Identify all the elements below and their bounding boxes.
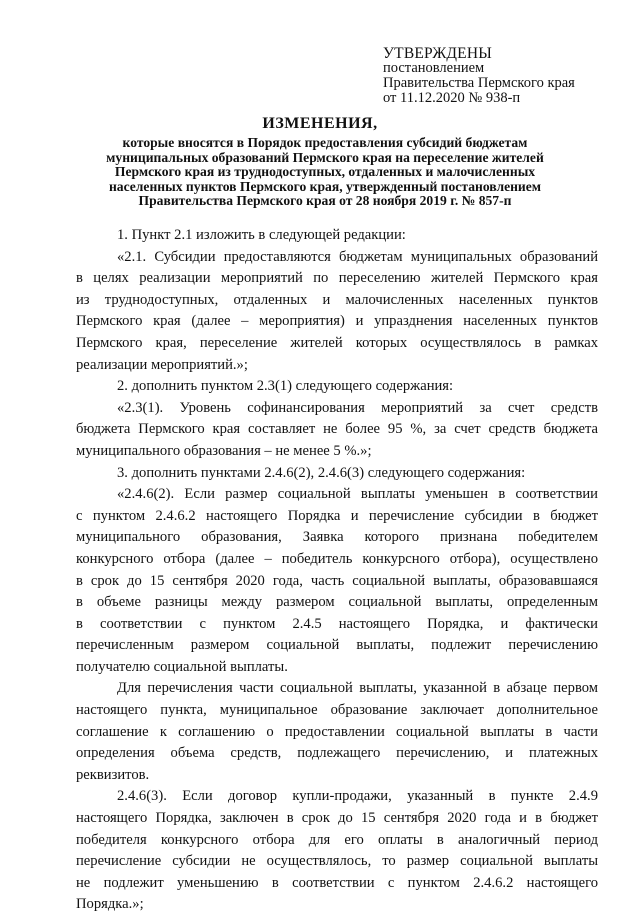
document-body bbox=[76, 225, 598, 916]
paragraph-line: конкурсного отбора (далее – победитель конкурсного отбора), осуществлено bbox=[76, 550, 598, 567]
subtitle-line: населенных пунктов Пермского края, утвержденный постановлением bbox=[108, 178, 542, 194]
paragraph-line: 2. дополнить пунктом 2.3(1) следующего содержания: bbox=[117, 378, 454, 395]
paragraph-line: реквизитов. bbox=[76, 766, 150, 783]
paragraph-line: реализации мероприятий.»; bbox=[76, 356, 248, 373]
approval-stamp bbox=[383, 46, 575, 106]
paragraph bbox=[76, 247, 598, 377]
paragraph-line: из труднодоступных, отдаленных и малочисленных населенных пунктов bbox=[76, 291, 598, 308]
paragraph bbox=[76, 463, 598, 485]
approval-date-number: от 11.12.2020 № 938-п bbox=[383, 90, 521, 106]
paragraph-line: муниципального образования, Заявка которого признана победителем bbox=[76, 529, 598, 546]
paragraph bbox=[76, 225, 598, 247]
approval-heading: УТВЕРЖДЕНЫ bbox=[383, 45, 492, 62]
subtitle-line: Пермского края из труднодоступных, отдаленных и малочисленных bbox=[114, 164, 536, 180]
paragraph-line: «2.1. Субсидии предоставляются бюджетам муниципальных образований bbox=[117, 248, 598, 265]
approval-line: Правительства Пермского края bbox=[383, 75, 575, 91]
paragraph-line: получателю социальной выплаты. bbox=[76, 658, 288, 675]
paragraph-line: с пунктом 2.4.6.2 настоящего Порядка и перечисление субсидии в бюджет bbox=[76, 507, 598, 524]
paragraph bbox=[76, 398, 598, 463]
paragraph-line: не подлежит уменьшению в соответствии с пунктом 2.4.6.2 настоящего bbox=[76, 874, 598, 891]
paragraph-line: Пермского края, переселение жителей которых осуществлялось в рамках bbox=[76, 334, 598, 351]
paragraph-line: 2.4.6(3). Если договор купли-продажи, указанный в пункте 2.4.9 bbox=[117, 788, 598, 805]
paragraph-line: победителя конкурсного отбора для его оплаты в аналогичный период bbox=[76, 831, 598, 848]
paragraph-line: определения объема средств, подлежащего перечислению, и платежных bbox=[76, 745, 598, 762]
subtitle-line: Правительства Пермского края от 28 ноября 2019 г. № 857-п bbox=[138, 193, 512, 209]
paragraph-line: муниципального образования – не менее 5 %.»; bbox=[76, 442, 372, 459]
paragraph-line: Для перечисления части социальной выплаты, указанной в абзаце первом bbox=[117, 680, 598, 697]
paragraph-line: в целях реализации мероприятий по переселению жителей Пермского края bbox=[76, 270, 598, 287]
paragraph-line: настоящего пункта, муниципальное образование заключает дополнительное bbox=[76, 702, 598, 719]
subtitle-line: которые вносятся в Порядок предоставления субсидий бюджетам bbox=[122, 135, 528, 150]
paragraph-line: 3. дополнить пунктами 2.4.6(2), 2.4.6(3) следующего содержания: bbox=[117, 464, 526, 481]
paragraph-line: «2.4.6(2). Если размер социальной выплаты уменьшен в соответствии bbox=[117, 486, 598, 503]
paragraph-line: в соответствии с пунктом 2.4.5 настоящего Порядка, и фактически bbox=[76, 615, 598, 632]
paragraph-line: в объеме разницы между размером социальной выплаты, определенным bbox=[76, 594, 598, 611]
paragraph-line: в срок до 15 сентября 2020 года, часть социальной выплаты, образовавшаяся bbox=[76, 572, 598, 589]
paragraph bbox=[76, 484, 598, 678]
paragraph-line: «2.3(1). Уровень софинансирования мероприятий за счет средств bbox=[117, 399, 598, 416]
document-title: ИЗМЕНЕНИЯ, bbox=[262, 115, 378, 132]
paragraph bbox=[76, 786, 598, 916]
paragraph-line: бюджета Пермского края составляет не более 95 %, за счет средств бюджета bbox=[76, 421, 598, 438]
paragraph-line: 1. Пункт 2.1 изложить в следующей редакции: bbox=[117, 227, 406, 243]
paragraph-line: Пермского края (далее – мероприятия) и упразднения населенных пунктов bbox=[76, 313, 598, 330]
paragraph-line: Порядка.»; bbox=[76, 896, 144, 913]
approval-line: постановлением bbox=[383, 60, 485, 76]
paragraph-line: перечисленным размером социальной выплаты, подлежит перечислению bbox=[76, 637, 598, 654]
paragraph-line: соглашение к соглашению о предоставлении социальной выплаты в части bbox=[76, 723, 598, 740]
paragraph bbox=[76, 678, 598, 786]
paragraph-line: перечисление субсидии не осуществлялось, то размер социальной выплаты bbox=[76, 853, 598, 870]
paragraph bbox=[76, 376, 598, 398]
paragraph-line: настоящего Порядка, заключен в срок до 15 сентября 2020 года и в бюджет bbox=[76, 810, 598, 827]
document-subtitle bbox=[60, 136, 590, 209]
subtitle-line: муниципальных образований Пермского края на переселение жителей bbox=[106, 149, 544, 165]
